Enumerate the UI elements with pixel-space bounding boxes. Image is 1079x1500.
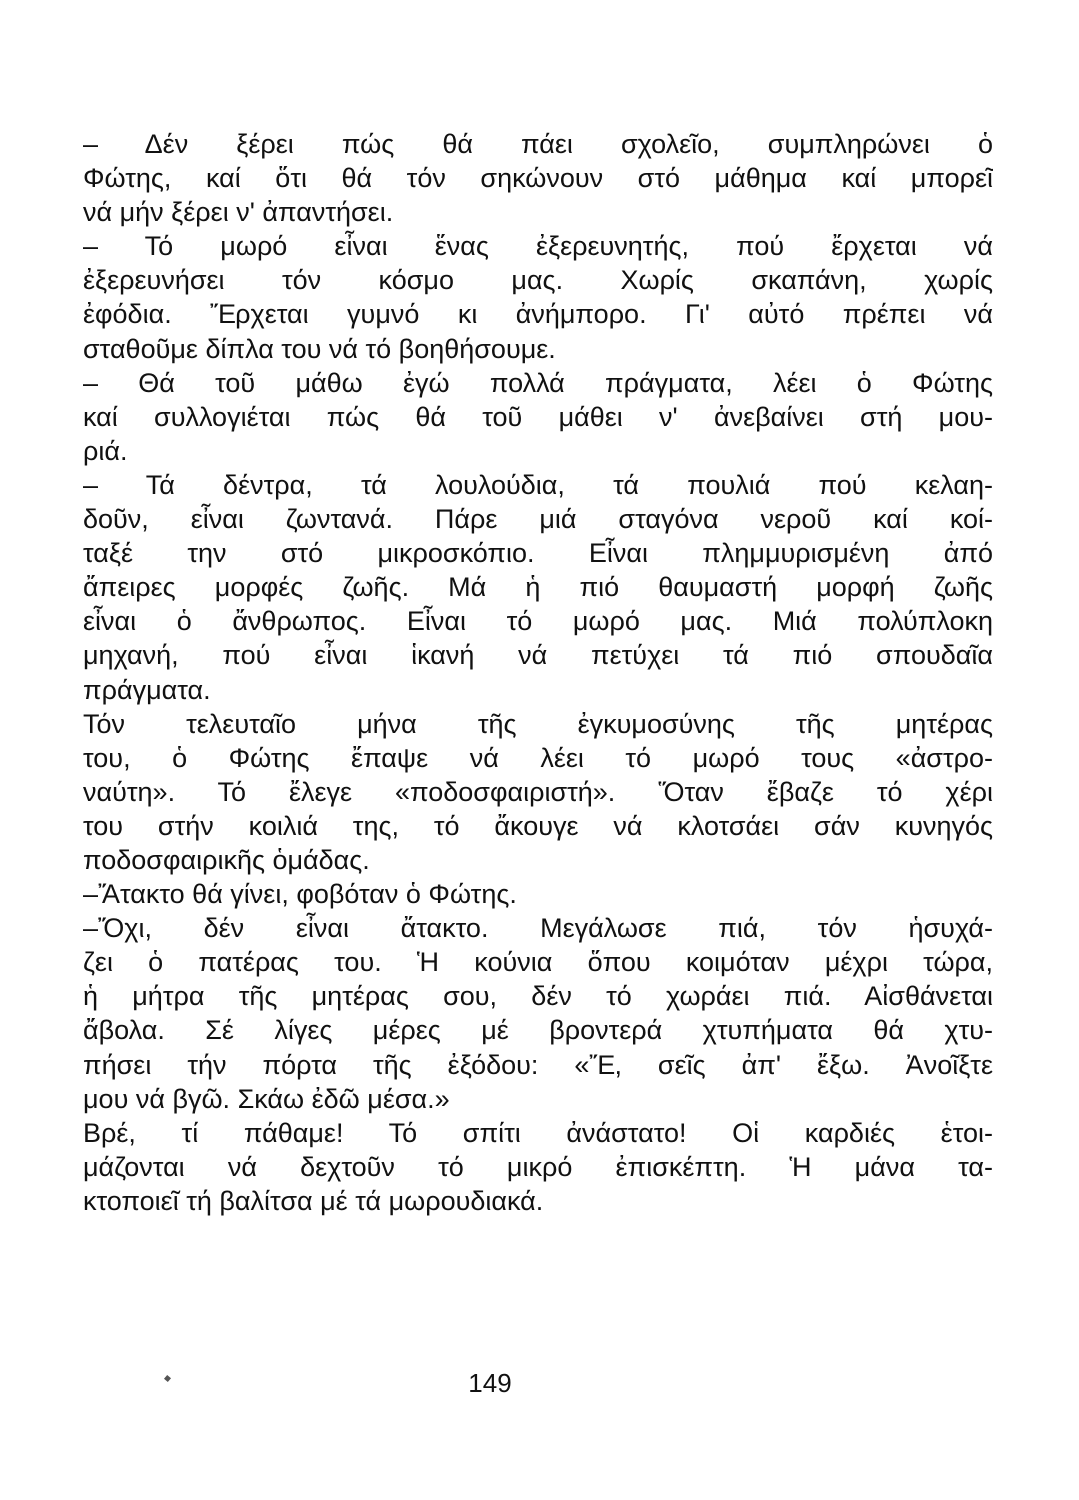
text-line-18: Τόν τελευταῖο μήνα τῆς ἐγκυμοσύνης τῆς μητέρας — [83, 708, 993, 739]
text-line-29: μου νά βγῶ. Σκάω ἐδῶ μέσα.» — [83, 1083, 450, 1114]
text-line-5: ἐξερευνήσει τόν κόσμο μας. Χωρίς σκαπάνη, χωρίς — [83, 265, 993, 296]
text-line-23: –Ἄτακτο θά γίνει, φοβόταν ὁ Φώτης. — [83, 879, 517, 910]
text-line-6: ἐφόδια. Ἔρχεται γυμνό κι ἀνήμπορο. Γι' αὐτό πρέπει νά — [83, 299, 993, 330]
text-line-12: δοῦν, εἶναι ζωντανά. Πάρε μιά σταγόνα νεροῦ καί κοί- — [83, 504, 993, 535]
page-number: 149 — [468, 1368, 512, 1398]
text-line-10: ριά. — [83, 435, 128, 466]
text-line-7: σταθοῦμε δίπλα του νά τό βοηθήσουμε. — [83, 333, 556, 364]
text-line-32: κτοποιεῖ τή βαλίτσα μέ τά μωρουδιακά. — [83, 1185, 544, 1216]
text-line-26: ἡ μήτρα τῆς μητέρας σου, δέν τό χωράει πιά. Αἰσθάνεται — [83, 981, 993, 1012]
text-line-3: νά μήν ξέρει ν' ἀπαντήσει. — [83, 197, 394, 228]
text-line-2: Φώτης, καί ὅτι θά τόν σηκώνουν στό μάθημα καί μπορεῖ — [83, 163, 993, 194]
text-line-19: του, ὁ Φώτης ἔπαψε νά λέει τό μωρό τους «ἀστρο- — [83, 742, 993, 773]
body-text — [83, 127, 993, 1218]
text-line-13: ταξέ την στό μικροσκόπιο. Εἶναι πλημμυρισμένη ἀπό — [83, 538, 993, 569]
text-line-30: Βρέ, τί πάθαμε! Τό σπίτι ἀνάστατο! Οἱ καρδιές ἑτοι- — [83, 1117, 993, 1148]
text-line-1: – Δέν ξέρει πώς θά πάει σχολεῖο, συμπληρώνει ὁ — [83, 129, 993, 159]
text-line-27: ἄβολα. Σέ λίγες μέρες μέ βροντερά χτυπήματα θά χτυ- — [83, 1015, 993, 1046]
text-line-20: ναύτη». Τό ἔλεγε «ποδοσφαιριστή». Ὅταν ἔβαζε τό χέρι — [83, 776, 993, 807]
text-line-28: πήσει τήν πόρτα τῆς ἐξόδου: «Ἔ, σεῖς ἀπ' ἔξω. Ἀνοῖξτε — [83, 1049, 993, 1080]
text-line-14: ἄπειρες μορφές ζωῆς. Μά ἡ πιό θαυμαστή μορφή ζωῆς — [83, 572, 993, 603]
text-line-24: –Ὄχι, δέν εἶναι ἄτακτο. Μεγάλωσε πιά, τόν ἡσυχά- — [83, 913, 993, 944]
text-line-8: – Θά τοῦ μάθω ἐγώ πολλά πράγματα, λέει ὁ Φώτης — [83, 367, 993, 398]
text-line-16: μηχανή, πού εἶναι ἱκανή νά πετύχει τά πιό σπουδαῖα — [83, 640, 993, 671]
text-line-15: εἶναι ὁ ἄνθρωπος. Εἶναι τό μωρό μας. Μιά πολύπλοκη — [83, 606, 993, 637]
text-line-9: καί συλλογιέται πώς θά τοῦ μάθει ν' ἀνεβαίνει στή μου- — [83, 401, 993, 432]
text-line-25: ζει ὁ πατέρας του. Ἡ κούνια ὅπου κοιμόταν μέχρι τώρα, — [83, 947, 993, 978]
text-line-11: – Τά δέντρα, τά λουλούδια, τά πουλιά πού κελαη- — [83, 469, 993, 500]
text-line-22: ποδοσφαιρικῆς ὁμάδας. — [83, 844, 370, 875]
text-line-4: – Τό μωρό εἶναι ἕνας ἐξερευνητής, πού ἔρχεται νά — [83, 231, 993, 262]
text-line-17: πράγματα. — [83, 674, 211, 705]
text-line-21: του στήν κοιλιά της, τό ἄκουγε νά κλοτσάει σάν κυνηγός — [83, 810, 993, 841]
text-line-31: μάζονται νά δεχτοῦν τό μικρό ἐπισκέπτη. Ἡ μάνα τα- — [83, 1151, 993, 1182]
